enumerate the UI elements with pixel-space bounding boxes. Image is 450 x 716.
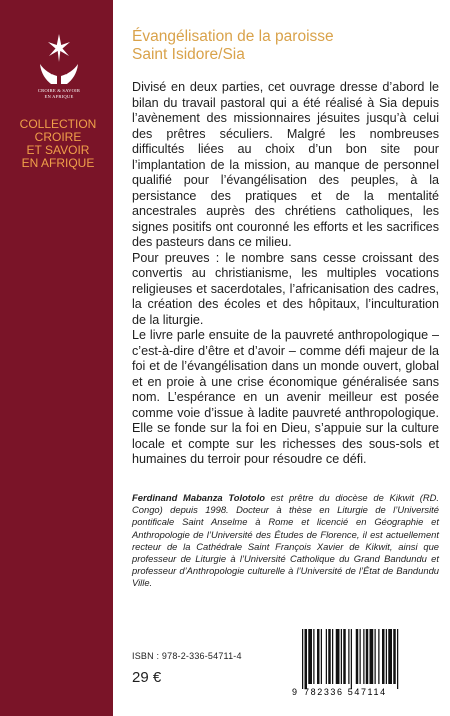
price-text: 29 € [132, 669, 162, 686]
barcode-bar [343, 629, 346, 684]
barcode-bar [313, 629, 314, 684]
title-line: Saint Isidore/Sia [132, 46, 245, 63]
barcode-bar [317, 629, 320, 684]
barcode-bar [397, 629, 398, 689]
barcode-bar [332, 629, 333, 684]
barcode-bar [348, 629, 349, 684]
barcode-bar [393, 629, 396, 684]
barcode-bar [308, 629, 312, 684]
logo-text-line1: CROIRE & SAVOIR [37, 88, 81, 93]
summary-paragraph: Le livre parle ensuite de la pauvreté anthropologique – c’est-à-dire d’être et d’avoir – comme défi majeur de la foi et de l’évangélisation dans un monde ouvert, global et en proie à une crise économique généralisée sans nom. L’espérance en un avenir meilleur est posée comme voie d’issue à ladite pauvreté anthropologique. Elle se fonde sur la foi en Dieu, s’appuie sur la culture locale et compte sur les richesses des sous-sols et humaines du terroir pour résoudre ce défi. [132, 328, 439, 466]
barcode-bar [321, 629, 322, 684]
barcode-bar [360, 629, 361, 684]
barcode-bar [326, 629, 327, 684]
barcode-bars [292, 629, 440, 689]
barcode-first-digit: 9 [292, 687, 298, 697]
logo-caption [22, 88, 96, 100]
collection-name [4, 118, 112, 170]
book-title [132, 28, 432, 64]
author-name: Ferdinand Mabanza Tolotolo [132, 492, 265, 503]
barcode-bar [386, 629, 387, 684]
barcode-bar [328, 629, 331, 684]
collection-line: COLLECTION [19, 117, 97, 131]
barcode-bar [363, 629, 364, 684]
collection-line: CROIRE [34, 130, 82, 144]
barcode-bar [382, 629, 385, 684]
author-bio-text: est prêtre du diocèse de Kikwit (RD. Congo) depuis 1998. Docteur à thèse en Liturgie de l’Université pontificale Saint Anselme à Rome et licencié en Géographie et Anthropologie de l’Université des Études de Florence, il est actuellement recteur de la Cathédrale Saint François Xavier de Kikwit, ainsi que professeur de Liturgie à l’Université Catholique du Grand Bandundu et professeur d’Anthropologie culturelle à l’Université de l’État de Bandundu Ville. [132, 492, 439, 589]
isbn-text: ISBN : 978-2-336-54711-4 [132, 651, 242, 661]
barcode-bar [388, 629, 392, 684]
barcode-bar [378, 629, 379, 684]
barcode-digits: 782336 547114 [304, 687, 387, 697]
star-hands-icon [32, 30, 86, 88]
barcode-bar [370, 629, 374, 684]
barcode [292, 629, 440, 701]
barcode-bar [305, 629, 308, 689]
author-bio [132, 492, 439, 590]
summary-paragraph: Divisé en deux parties, cet ouvrage dresse d’abord le bilan du travail pastoral qui a été réalisé à Sia depuis l’avènement des missionnaires jésuites jusqu’à celui des prêtres séculiers. Malgré les nombreuses difficultés liées au choix d’un bon site pour l’implantation de la mission, au manque de personnel qualifié pour l’évangélisation des peuples, à la persistance des pratiques et de la mentalité ancestrales auprès des chrétiens catholiques, les signes positifs ont couronné les efforts et les sacrifices des pasteurs dans ce milieu. [132, 80, 439, 249]
book-summary [132, 80, 439, 468]
summary-paragraph: Pour preuves : le nombre sans cesse croissant des convertis au christianisme, les multiples vocations religieuses et sacerdotales, l’africanisation des cadres, la création des écoles et des hôpitaux, l’inculturation de la liturgie. [132, 250, 439, 327]
barcode-bar [366, 629, 369, 684]
barcode-bar [356, 629, 359, 684]
collection-line: ET SAVOIR [26, 143, 90, 157]
barcode-bar [375, 629, 376, 684]
barcode-bar [341, 629, 342, 684]
logo-text-line2: EN AFRIQUE [44, 94, 74, 99]
barcode-bar [302, 629, 303, 689]
barcode-bar [351, 629, 352, 689]
barcode-bar [336, 629, 340, 684]
title-line: Évangélisation de la paroisse [132, 28, 334, 45]
sidebar-band [0, 0, 113, 716]
collection-line: EN AFRIQUE [21, 156, 95, 170]
